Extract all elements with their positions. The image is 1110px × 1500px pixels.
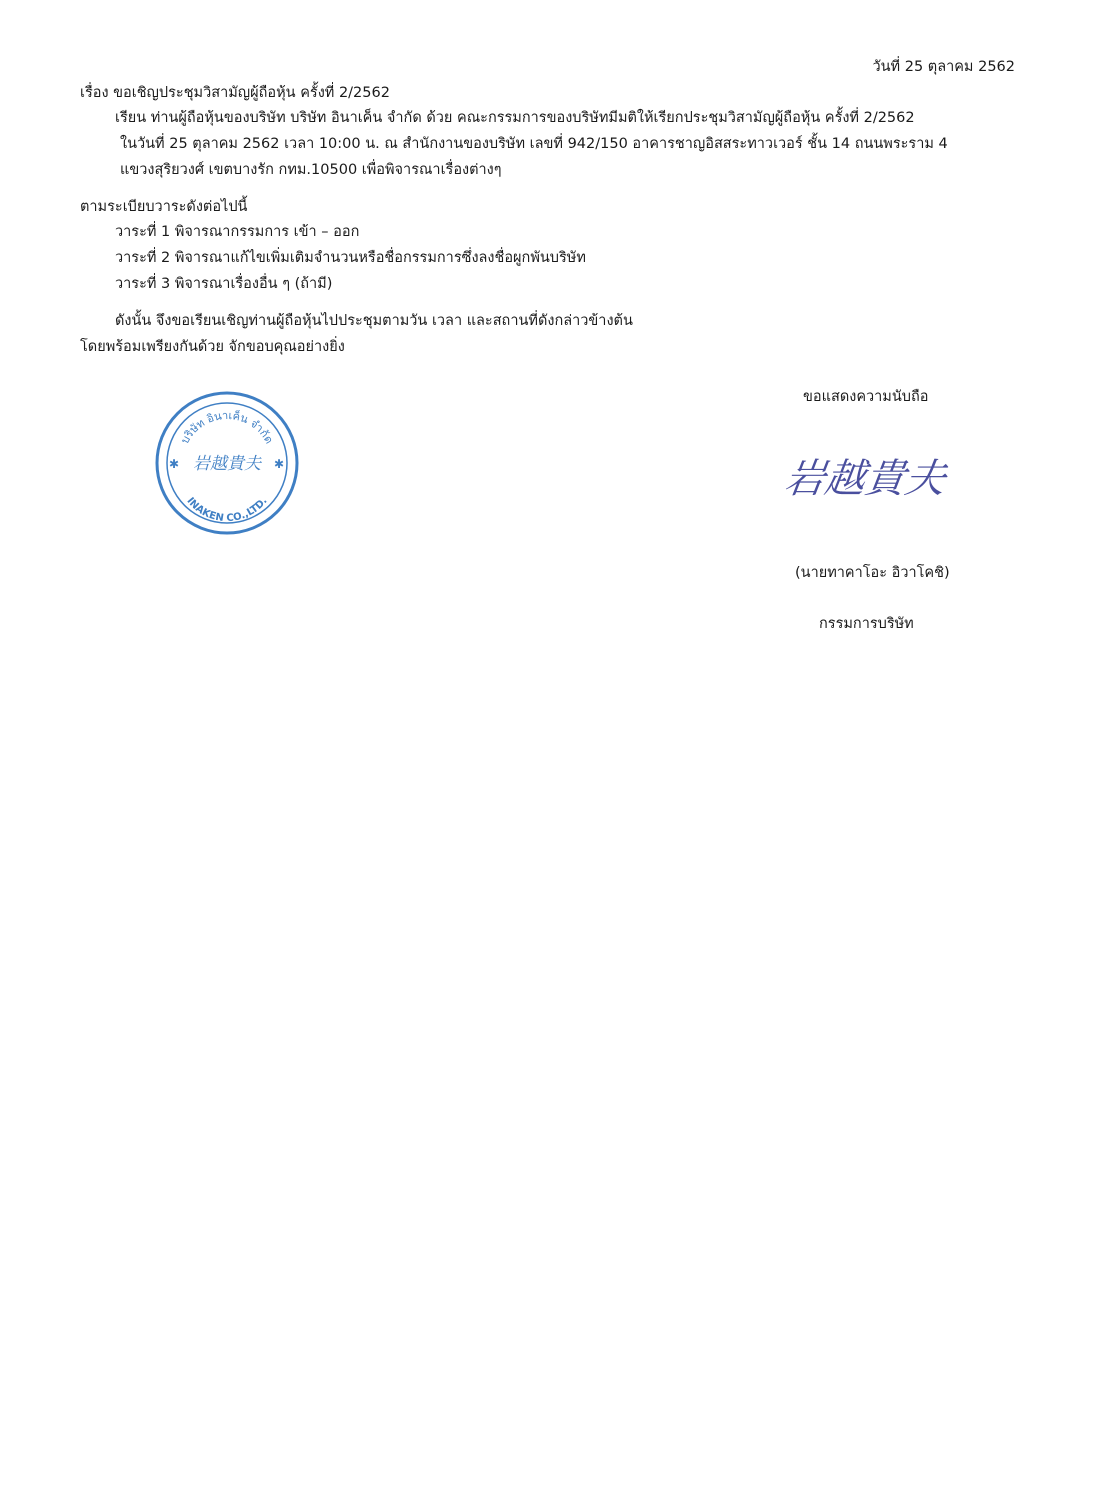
handwritten-signature <box>772 430 972 525</box>
seal-star-left-icon: ✱ <box>169 457 180 471</box>
closing-line-1: ดังนั้น จึงขอเรียนเชิญท่านผู้ถือหุ้นไปประชุมตามวัน เวลา และสถานที่ดังกล่าวข้างต้น <box>115 313 633 329</box>
seal-center-signature: 岩越貴夫 <box>193 454 261 474</box>
seal-top-text: บริษัท อินาเค็น จำกัด <box>178 408 276 446</box>
agenda-item-3: วาระที่ 3 พิจารณาเรื่องอื่น ๆ (ถ้ามี) <box>115 276 333 292</box>
letter-body-line-2: ในวันที่ 25 ตุลาคม 2562 เวลา 10:00 น. ณ สำนักงานของบริษัท เลขที่ 942/150 อาคารชาญอิสสระทาวเวอร์ ชั้น 14 ถนนพระราม 4 <box>120 136 948 152</box>
agenda-item-2: วาระที่ 2 พิจารณาแก้ไขเพิ่มเติมจำนวนหรือชื่อกรรมการซึ่งลงชื่อผูกพันบริษัท <box>115 250 586 266</box>
letter-body-line-1: เรียน ท่านผู้ถือหุ้นของบริษัท บริษัท อินาเค็น จำกัด ด้วย คณะกรรมการของบริษัทมีมติให้เรียกประชุมวิสามัญผู้ถือหุ้น ครั้งที่ 2/2562 <box>115 110 915 126</box>
company-seal <box>153 389 301 537</box>
regards-text: ขอแสดงความนับถือ <box>803 389 929 405</box>
letter-subject: เรื่อง ขอเชิญประชุมวิสามัญผู้ถือหุ้น ครั้งที่ 2/2562 <box>80 85 390 101</box>
svg-text:岩越貴夫: 岩越貴夫 <box>781 456 949 502</box>
letter-date: วันที่ 25 ตุลาคม 2562 <box>872 59 1015 75</box>
signer-name: (นายทาคาโอะ อิวาโคชิ) <box>795 565 950 581</box>
agenda-intro: ตามระเบียบวาระดังต่อไปนี้ <box>80 199 248 215</box>
signer-title: กรรมการบริษัท <box>819 616 914 632</box>
closing-line-2: โดยพร้อมเพรียงกันด้วย จักขอบคุณอย่างยิ่ง <box>80 339 345 355</box>
agenda-item-1: วาระที่ 1 พิจารณากรรมการ เข้า – ออก <box>115 224 360 240</box>
letter-body-line-3: แขวงสุริยวงศ์ เขตบางรัก กทม.10500 เพื่อพิจารณาเรื่องต่างๆ <box>120 162 502 178</box>
seal-star-right-icon: ✱ <box>274 457 285 471</box>
seal-bottom-text: INAKEN CO.,LTD. <box>184 495 270 525</box>
